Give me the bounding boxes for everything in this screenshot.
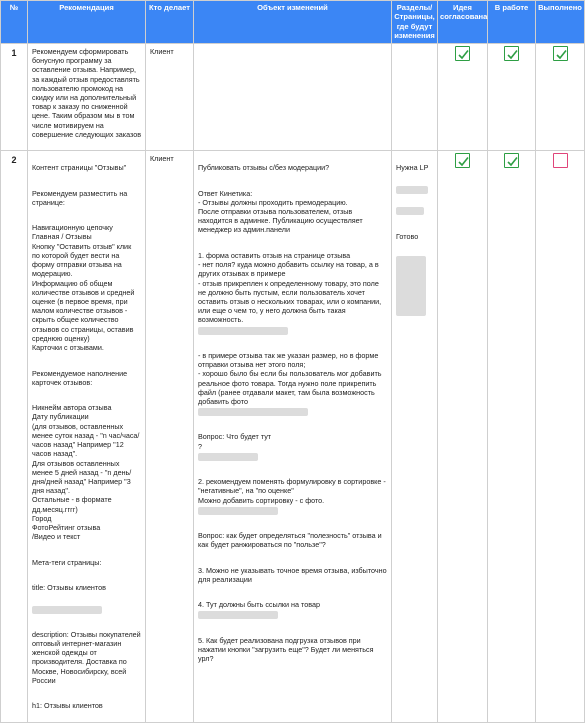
object-paragraph: 1. форма оставить отзыв на странице отзыва - нет поля? куда можно добавить ссылку на товар, а в других отзывах в примере - отзыв прикреплен к определенному товару, это поле не должно быть пустым, если пользователь хочет оставить отзыв о нескольких товарах, или о компании, или еще о чем то, у него должна быть такая возможность.: [198, 251, 387, 335]
header-num: №: [1, 1, 28, 44]
sections-paragraph: Нужна LP: [396, 163, 429, 173]
rec-paragraph: Рекомендуемое наполнение карточек отзывов:: [32, 368, 128, 387]
rec-paragraph: h1: Отзывы клиентов: [32, 701, 103, 711]
object-cell[interactable]: [194, 43, 392, 150]
rec-paragraph: title: Отзывы клиентов: [32, 583, 106, 593]
who-cell[interactable]: Клиент: [146, 43, 194, 150]
object-paragraph: - в примере отзыва так же указан размер, но в форме отправки отзыва нет этого поля; - хорошо было бы если бы пользователь мог добавить реальное фото товара. Тогда нужно поле прикрепить файл (ранее отдавали макет, там была возможность добавить фото: [198, 351, 387, 416]
redacted-text: [396, 256, 426, 316]
check-icon: [506, 48, 519, 61]
redacted-text: [198, 507, 278, 515]
redacted-text: [396, 186, 428, 194]
done-checkbox[interactable]: [553, 46, 568, 61]
object-paragraph: Вопрос: как будет определяться "полезность" отзыва и как будет ранжироваться по "пользе"?: [198, 530, 382, 550]
sections-cell[interactable]: [392, 150, 438, 722]
object-paragraph: Ответ Кинетика: - Отзывы должны проходить премодерацию. После отправки отзыва пользователем, отзыв находится в админке. Публикацию осуществляет менеджер из админ.панели: [198, 188, 363, 235]
in-work-cell: [488, 150, 536, 722]
redacted-text: [198, 327, 288, 335]
rec-paragraph: Никнейм автора отзыва Дату публикации (для отзывов, оставленных менее суток назад - "n час/часа/часов назад" Например "12 часов назад". Для отзывов оставленных менее 5 дней назад - "n день/дня/дней назад" Например "3 дня назад". Остальные - в формате дд.месяц.гггг) Город ФотоРейтинг отзыва /Видео и текст: [32, 403, 140, 542]
redacted-text: [198, 453, 258, 461]
row-number: 1: [1, 43, 28, 150]
check-icon: [555, 48, 568, 61]
object-paragraph: Публиковать отзывы с/без модерации?: [198, 163, 330, 173]
rec-paragraph: description: Отзывы покупателей оптовый интернет-магазин женской одежды от производителя. Доставка по Москве, Новосибирску, всей России: [32, 629, 141, 685]
in-work-checkbox[interactable]: [504, 153, 519, 168]
who-cell[interactable]: Клиент: [146, 150, 194, 722]
object-paragraph: 2. рекомендуем поменять формулировку в сортировке - "негативные", на "по оценке" Можно добавить сортировку - с фото.: [198, 477, 387, 515]
object-paragraph: 5. Как будет реализована подгрузка отзывов при нажатии кнопки "загрузить еще"? Будет ли меняться урл?: [198, 635, 374, 664]
rec-paragraph: Контент страницы "Отзывы": [32, 163, 127, 173]
header-row: [1, 1, 585, 44]
check-icon: [457, 48, 470, 61]
redacted-text: [198, 408, 308, 416]
idea-agreed-checkbox[interactable]: [455, 46, 470, 61]
check-icon: [457, 155, 470, 168]
rec-paragraph: Навигационную цепочку Главная / Отзывы Кнопку "Оставить отзыв" клик по которой будет вести на форму отправки отзыва на модерацию. Информацию об общем количестве отзывов и средней оценке (в первое время, при малом количестве отзывов - скрыть общее количество отзывов со страницы, оставив среднюю оценку) Карточки с отзывами.: [32, 223, 135, 353]
redacted-text: [32, 606, 102, 614]
object-paragraph: Вопрос: Что будет тут ?: [198, 432, 387, 460]
done-cell: [536, 43, 585, 150]
table-row: [1, 43, 585, 150]
header-recommendation: Рекомендация: [28, 1, 146, 44]
header-in-work: В работе: [488, 1, 536, 44]
row-number: 2: [1, 150, 28, 722]
header-sections: Разделы/ Страницы, где будут изменения: [392, 1, 438, 44]
header-object: Объект изменений: [194, 1, 392, 44]
sections-paragraph: Готово: [396, 232, 419, 242]
table-row: [1, 150, 585, 722]
header-idea: Идея согласована: [438, 1, 488, 44]
sections-cell[interactable]: [392, 43, 438, 150]
in-work-checkbox[interactable]: [504, 46, 519, 61]
redacted-text: [198, 611, 278, 619]
rec-paragraph: Рекомендуем разместить на странице:: [32, 188, 128, 207]
idea-agreed-cell: [438, 43, 488, 150]
rec-paragraph: Мета-теги страницы:: [32, 557, 102, 567]
object-paragraph: 3. Можно не указывать точное время отзыва, избыточно для реализации: [198, 565, 387, 584]
idea-agreed-checkbox[interactable]: [455, 153, 470, 168]
recommendation-cell[interactable]: [28, 150, 146, 722]
idea-agreed-cell: [438, 150, 488, 722]
recommendation-cell[interactable]: Рекомендуем сформировать бонусную программу за оставление отзыва. Например, за каждый отзыв предоставлять пользователю промокод на скидку или на дополнительный товар к заказу по сниженной цене. Таким образом мы в том числе мотивируем на совершение следующих заказов: [28, 43, 146, 150]
done-cell: [536, 150, 585, 722]
redacted-text: [396, 207, 424, 215]
header-done: Выполнено: [536, 1, 585, 44]
in-work-cell: [488, 43, 536, 150]
object-paragraph: 4. Тут должны быть ссылки на товар: [198, 600, 387, 619]
check-icon: [506, 155, 519, 168]
header-who: Кто делает: [146, 1, 194, 44]
object-cell[interactable]: [194, 150, 392, 722]
done-checkbox[interactable]: [553, 153, 568, 168]
